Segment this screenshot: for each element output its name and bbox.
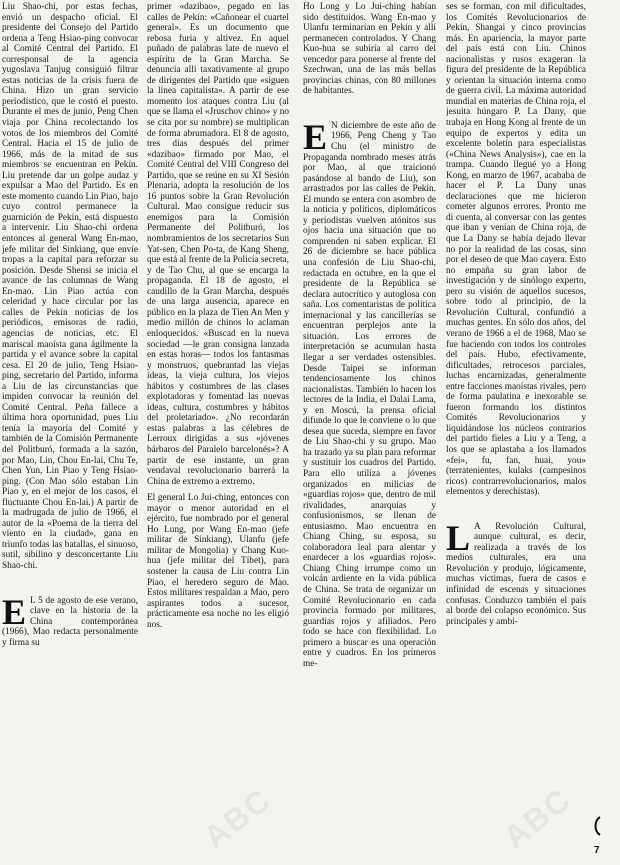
column-3-paragraph-2-text: N diciembre de este año de 1966, Peng Cheng y Tao Chu (el ministro de Propaganda nombrado meses atrás por Mao, al que traicionó pasándose al bando de Liu), son arrastrados por las calles de Pekín. El mundo se entera con asombro de la noticia y políticos, diplomáticos y periodistas vuelven atónitos sus ojos hacia una situación que no comprenden ni saben explicar. El 26 de diciembre se hace pública una confesión de Liu Shao-chi, redactada en octubre, en la que el presidente de la República se declara autocrítico y autoglosa con saña. Los comentaristas de política internacional y las cancillerías se encuentran perplejos ante la situación. Los errores de interpretación se acumulan hasta llegar a ser verdades ostensibles. Desde Taipei se informan tendenciosamente los chinos nacionalistas. También lo hacen los lectores de la India, el Dalai Lama, y en Moscú, la prensa oficial difunde lo que le conviene o lo que desea que suceda, siempre en favor de Liu Shao-chi y su grupo. Mao ha trazado ya su plan para reformar y sustituir los cuadros del Partido. Para ello utiliza a jóvenes organizados en milicias de «guardias rojos» que, dentro de mil rivalidades, anarquías y confusionismos, se llenan de entusiasmo. Mao encuentra en Chiang Ching, su esposa, su colaboradora leal para alentar y enardecer a los «guardias rojos». Chiang Ching irrumpe como un volcán ardiente en la vida pública de China. Se trata de organizar un Comité Revolucionario en cada provincia formado por militares, guardias rojos y afiliados. Pero todo se hace con flexibilidad. Lo primero a buscar es una operación entre y cuadros. En los primeros me-: [303, 120, 436, 669]
corner-bracket-icon: [590, 815, 604, 837]
article-column-4: [446, 2, 586, 860]
column-3-paragraph-2: [303, 116, 436, 669]
column-1-paragraph-1: Liu Shao-chi, por estas fechas, envió un despacho oficial. El presidente del Consejo del Partido ordena a Teng Hsiao-ping convocar al Comité Central del Partido. El corresponsal de la agencia yugoslava Tanjug consiguió filtrar estas noticias de la crisis fuera de China. Hizo un gran servicio periodístico, que le costó el puesto. Durante el mes de junio, Peng Chen viaja por China recolectando los votos de los miembros del Comité Central. Hacia el 15 de julio de 1966, más de la mitad de sus miembros se encuentran en Pekín. Liu pretende dar un golpe audaz y expulsar a Mao del Partido. Es en este momento cuando Lin Piao, bajo cuyo control permanece la guarnición de Pekín, está dispuesto a intervenir. Liu Shao-chi ordena entonces al general Wang En-mao, jefe militar del Sinkiang, que envíe tropas a la capital para reforzar su posición. Desde Shensi se inicia el avance de las columnas de Wang En-mao. Lin Piao actúa con celeridad y hace circular por las calles de Pekín noticias de los periódicos, emisoras de radio, agencias de noticias, etc. El mariscal maoísta gana ágilmente la partida y el avance sobre la capital cesa. El 20 de julio, Teng Hsiao-ping, secretario del Partido, informa a Liu de las circunstancias que impiden convocar la reunión del Comité Central. Peña fallece a última hora oportunidad, pues Liu tenía la mayoría del Comité y también de la Comisión Permanente del Politburó, formada a la sazón, por Mao, Lin, Chou En-lai, Chu Te, Chen Yun, Lin Piao y Teng Hsiao-ping. (Con Mao sólo estaban Lin Piao y, en el mejor de los casos, el fluctuante Chou En-lai.) A partir de la madrugada de julio de 1966, el autor de la «Poema de la tierra del viento en la ciudad», gana en triunfo todas las batallas, el sinuoso, sutil, sibilino y desconcertante Liu Shao-chi.: [2, 2, 138, 571]
column-1-paragraph-2: [2, 591, 138, 649]
abc-watermark: ABC: [496, 780, 579, 856]
abc-watermark: ABC: [196, 780, 279, 856]
drop-cap: E: [2, 591, 27, 632]
article-column-3: [303, 2, 436, 860]
column-1-paragraph-2-text: L 5 de agosto de ese verano, clave en la historia de la China contemporánea (1966), Mao redacta personalmente y firma su: [2, 595, 138, 648]
article-column-1: [2, 2, 138, 860]
column-2-paragraph-1: primer «dazibao», pegado en las calles de Pekín: «Cañonear el cuartel general». Es un documento que rebosa furia y altivez. En aquel puñado de palabras late de nuevo el espíritu de la Gran Marcha. Se denuncia allí taxativamente al grupo de dirigentes del Partido que «siguen la línea capitalista». A partir de ese momento los ataques contra Liu (al que se llama el «Jruschov chino» y no se cita por su nombre) se multiplican de forma abrumadora. El 8 de agosto, tres días después del primer «dazibao» firmado por Mao, el Comité Central del VIII Congreso del Partido, que se reúne en su XI Sesión Plenaria, adopta la resolución de los 16 puntos sobre la Gran Revolución Cultural. Mao consigue reducir sus enemigos para la Comisión Permanente del Politburó, los nombramientos de los secretarios Sun Yat-sen, Chen Po-ta, de Kang Sheng, que está al frente de la Policía secreta, y de Tao Chu, al que se encarga la propaganda. El 18 de agosto, el caudillo de la Gran Marcha, después de una larga ausencia, aparece en público en la plaza de Tien An Men y medio millón de chinos lo aclaman enloquecidos. «Buscad en la nueva sociedad —le gran consigna lanzada en estas horas— todos los fantasmas y monstruos, quebrantad las viejas ideas, la vieja cultura, los viejos hábitos y costumbres de las clases explotadoras y fomentad las nuevas ideas, cultura, costumbres y hábitos del proletariado». ¿No recordarán estas palabras a las célebres de Lerroux dirigidas a sus «jóvenes bárbaros del Paralelo barcelonés»? A partir de ese instante, un gran vendaval revolucionario barrerá la China de extremo a extremo.: [147, 2, 289, 487]
column-2-paragraph-2: El general Lo Jui-ching, entonces con mayor o menor autoridad en el ejército, fue nombrado por el general Ho Lung, por Wang En-mao (jefe militar de Sinkiang), Ulanfu (jefe militar de Mongolia) y Chang Kuo-hua (jefe militar del Tíbet), para sostener la causa de Liu contra Lin Piao, el heredero seguro de Mao. Estos militares respaldan a Mao, pero aspirantes todos a sucesor, prácticamente esa noche no les eligió nos.: [147, 493, 289, 630]
drop-cap: L: [446, 517, 471, 558]
page-number: 7: [594, 845, 600, 856]
column-4-paragraph-2: [446, 517, 586, 627]
column-3-paragraph-1: Ho Long y Lo Jui-ching habían sido destituidos. Wang En-mao y Ulanfu terminarían en Pekín y allí permanecen controlados. Y Chang Kuo-hua se subiría al carro del vencedor para ponerse al frente del Szechwan, una de las más bellas provincias chinas, con 80 millones de habitantes.: [303, 2, 436, 97]
article-column-2: [147, 2, 289, 860]
column-4-paragraph-1: ses se forman, con mil dificultades, los Comités Revolucionarios de Pekín, Shangai y cinco provincias más. En apariencia, la mayor parte del país está con Liu. Chinos nacionalistas y rusos exageran la figura del presidente de la República y orientan la situación interna como de guerra civil. La máxima autoridad mundial en materias de China roja, el jesuita húngaro P. La Dany, que trabaja en Hong Kong al frente de un equipo de expertos y edita un excelente boletín para especialistas («China News Analysis»), cae en la trampa. Cuando llegué yo a Hong Kong, en marzo de 1967, acababa de hacer el P. La Dany unas declaraciones que me hicieron cometer algunos errores. Pronto me di cuenta, al conversar con las gentes que iban y venían de China roja, de que La Dany se había dejado llevar no por la realidad de las cosas, sino por el deseo de que Mao cayera. Esto no empaña su gran labor de investigación y de sinólogo experto, pero su visión de aquellos sucesos, sobre todo al principio, de la Revolución Cultural, confundió a muchas gentes. En sólo dos años, del verano de 1966 a el de 1968, Mao se fue haciendo con todos los controles del país. Hubo, efectivamente, dificultades, retrocesos parciales, luchas encarnizadas, generalmente entre facciones maoístas rivales, pero de forma paulatina e inexorable se fueron formando los distintos Comités Revolucionarios y liquidándose los núcleos contrarios del partido fieles a Liu y a Teng, a los que se aplastaba a los llamados «fei», fu, fan, huai, you» (terratenientes, kulaks (campesinos ricos) contrarrevolucionarios, malos elementos y derechistas).: [446, 2, 586, 498]
drop-cap: E: [303, 116, 328, 157]
column-4-paragraph-2-text: A Revolución Cultural, aunque cultural, es decir, realizada a través de los medios culturales, era una Revolución y produjo, lógicamente, muchas víctimas, fuera de casos e infinidad de escenas y situaciones confusas. Conduzco también el país al borde del colapso económico. Sus principales y ambi-: [446, 521, 586, 627]
